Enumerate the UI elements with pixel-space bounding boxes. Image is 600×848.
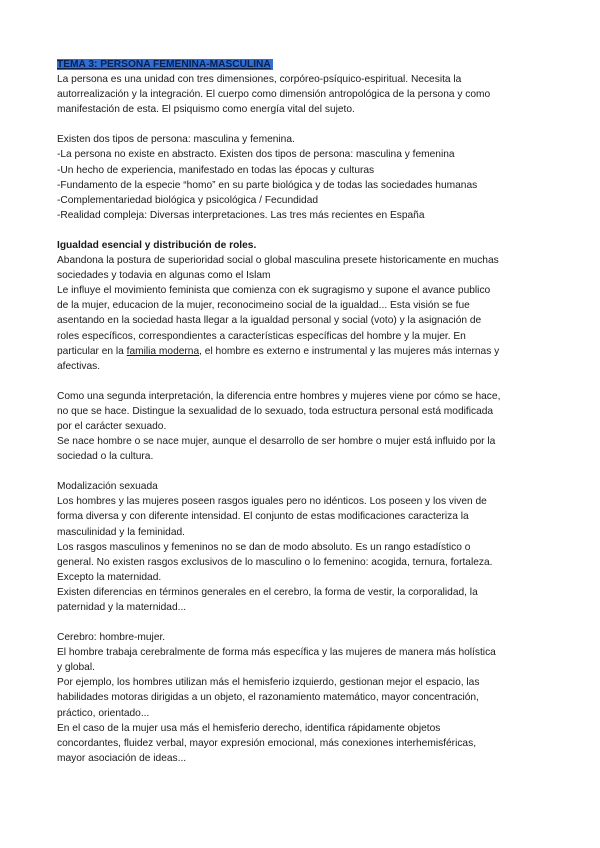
cerebro-line: habilidades motoras dirigidas a un objeto, el razonamiento matemático, mayor concentración, — [57, 692, 479, 704]
modalizacion-line: paternidad y la maternidad... — [57, 602, 187, 613]
cerebro-line: En el caso de la mujer usa más el hemisferio derecho, identifica rápidamente objetos — [57, 722, 441, 734]
paragraph-gap — [57, 374, 545, 389]
igualdad-line: afectivas. — [57, 360, 101, 372]
igualdad-line: de la mujer, educacion de la mujer, reconocimeino social de la igualdad... Esta visión se fue — [57, 300, 470, 312]
modalizacion-line: Los rasgos masculinos y femeninos no se dan de modo absoluto. Es un rango estadístico o — [57, 541, 471, 553]
section-heading-igualdad: Igualdad esencial y distribución de roles. — [57, 239, 257, 251]
intro-line: manifestación de esta. El psiquismo como energía vital del sujeto. — [57, 104, 355, 116]
modalizacion-line: Los hombres y las mujeres poseen rasgos iguales pero no idénticos. Los poseen y los viven de — [57, 496, 487, 508]
second-line: por el carácter sexuado. — [57, 420, 167, 432]
cerebro-line: Por ejemplo, los hombres utilizan más el hemisferio izquierdo, gestionan mejor el espacio, las — [57, 677, 480, 689]
second-line: sociedad o la cultura. — [57, 451, 154, 463]
section-heading-cerebro: Cerebro: hombre-mujer. — [57, 632, 166, 644]
modalizacion-line: general. No existen rasgos exclusivos de lo masculino o lo femenino: acogida, ternura, fortaleza. — [57, 556, 493, 568]
igualdad-line: roles específicos, correspondientes a características específicas del hombre y la mujer. En — [57, 330, 466, 342]
cerebro-line: práctico, orientado... — [57, 707, 150, 719]
text-span: particular en la — [57, 345, 127, 357]
modalizacion-line: forma diversa y con diferente intensidad. El conjunto de estas modificaciones caracteriza la — [57, 511, 469, 523]
igualdad-line: Abandona la postura de superioridad social o global masculina presete historicamente en muchas — [57, 255, 499, 267]
familia-moderna-link[interactable]: familia moderna — [126, 345, 200, 357]
text-span: , el hombre es externo e instrumental y las mujeres más internas y — [199, 345, 500, 357]
paragraph-gap — [57, 117, 545, 132]
types-line: -Realidad compleja: Diversas interpretaciones. Las tres más recientes en España — [57, 209, 425, 221]
modalizacion-line: Excepto la maternidad. — [57, 571, 162, 583]
types-line: -Un hecho de experiencia, manifestado en todas las épocas y culturas — [57, 164, 375, 176]
cerebro-line: y global. — [57, 662, 95, 674]
paragraph-gap — [57, 464, 545, 479]
igualdad-line: Le influye el movimiento feminista que comienza con ek sugragismo y supone el avance publico — [57, 285, 491, 297]
cerebro-line: El hombre trabaja cerebralmente de forma más específica y las mujeres de manera más holística — [57, 647, 496, 659]
second-line: Se nace hombre o se nace mujer, aunque el desarrollo de ser hombre o mujer está influido por la — [57, 436, 496, 448]
types-line: -La persona no existe en abstracto. Existen dos tipos de persona: masculina y femenina — [57, 149, 455, 161]
paragraph-gap — [57, 223, 545, 238]
types-line: -Fundamento de la especie “homo” en su parte biológica y de todas las sociedades humanas — [57, 179, 478, 191]
title-line — [57, 57, 545, 72]
intro-line: La persona es una unidad con tres dimensiones, corpóreo-psíquico-espiritual. Necesita la — [57, 74, 462, 86]
modalizacion-line: Existen diferencias en términos generales en el cerebro, la forma de vestir, la corporalidad, la — [57, 586, 478, 598]
cerebro-line: mayor asociación de ideas... — [57, 752, 187, 764]
document-title: TEMA 3: PERSONA FEMENINA-MASCULINA — [57, 59, 271, 70]
types-line: -Complementariedad biológica y psicológica / Fecundidad — [57, 194, 319, 206]
second-line: Como una segunda interpretación, la diferencia entre hombres y mujeres viene por cómo se hace, — [57, 390, 501, 402]
section-heading-modalizacion: Modalización sexuada — [57, 481, 158, 493]
intro-line: autorrealización y la integración. El cuerpo como dimensión antropológica de la persona y como — [57, 89, 491, 101]
igualdad-line-with-link — [57, 344, 545, 359]
second-line: no que se hace. Distingue la sexualidad de lo sexuado, toda estructura personal está modificada — [57, 405, 494, 417]
igualdad-line: asentando en la sociedad hasta llegar a la igualdad personal y social (voto) y la asignación de — [57, 315, 482, 327]
cerebro-line: concordantes, fluidez verbal, mayor expresión emocional, más conexiones interhemisféricas, — [57, 737, 477, 749]
document-body — [57, 57, 545, 766]
types-line: Existen dos tipos de persona: masculina y femenina. — [57, 134, 295, 146]
paragraph-gap — [57, 615, 545, 630]
igualdad-line: sociedades y todavia en algunas como el Islam — [57, 270, 271, 282]
modalizacion-line: masculinidad y la feminidad. — [57, 526, 185, 538]
